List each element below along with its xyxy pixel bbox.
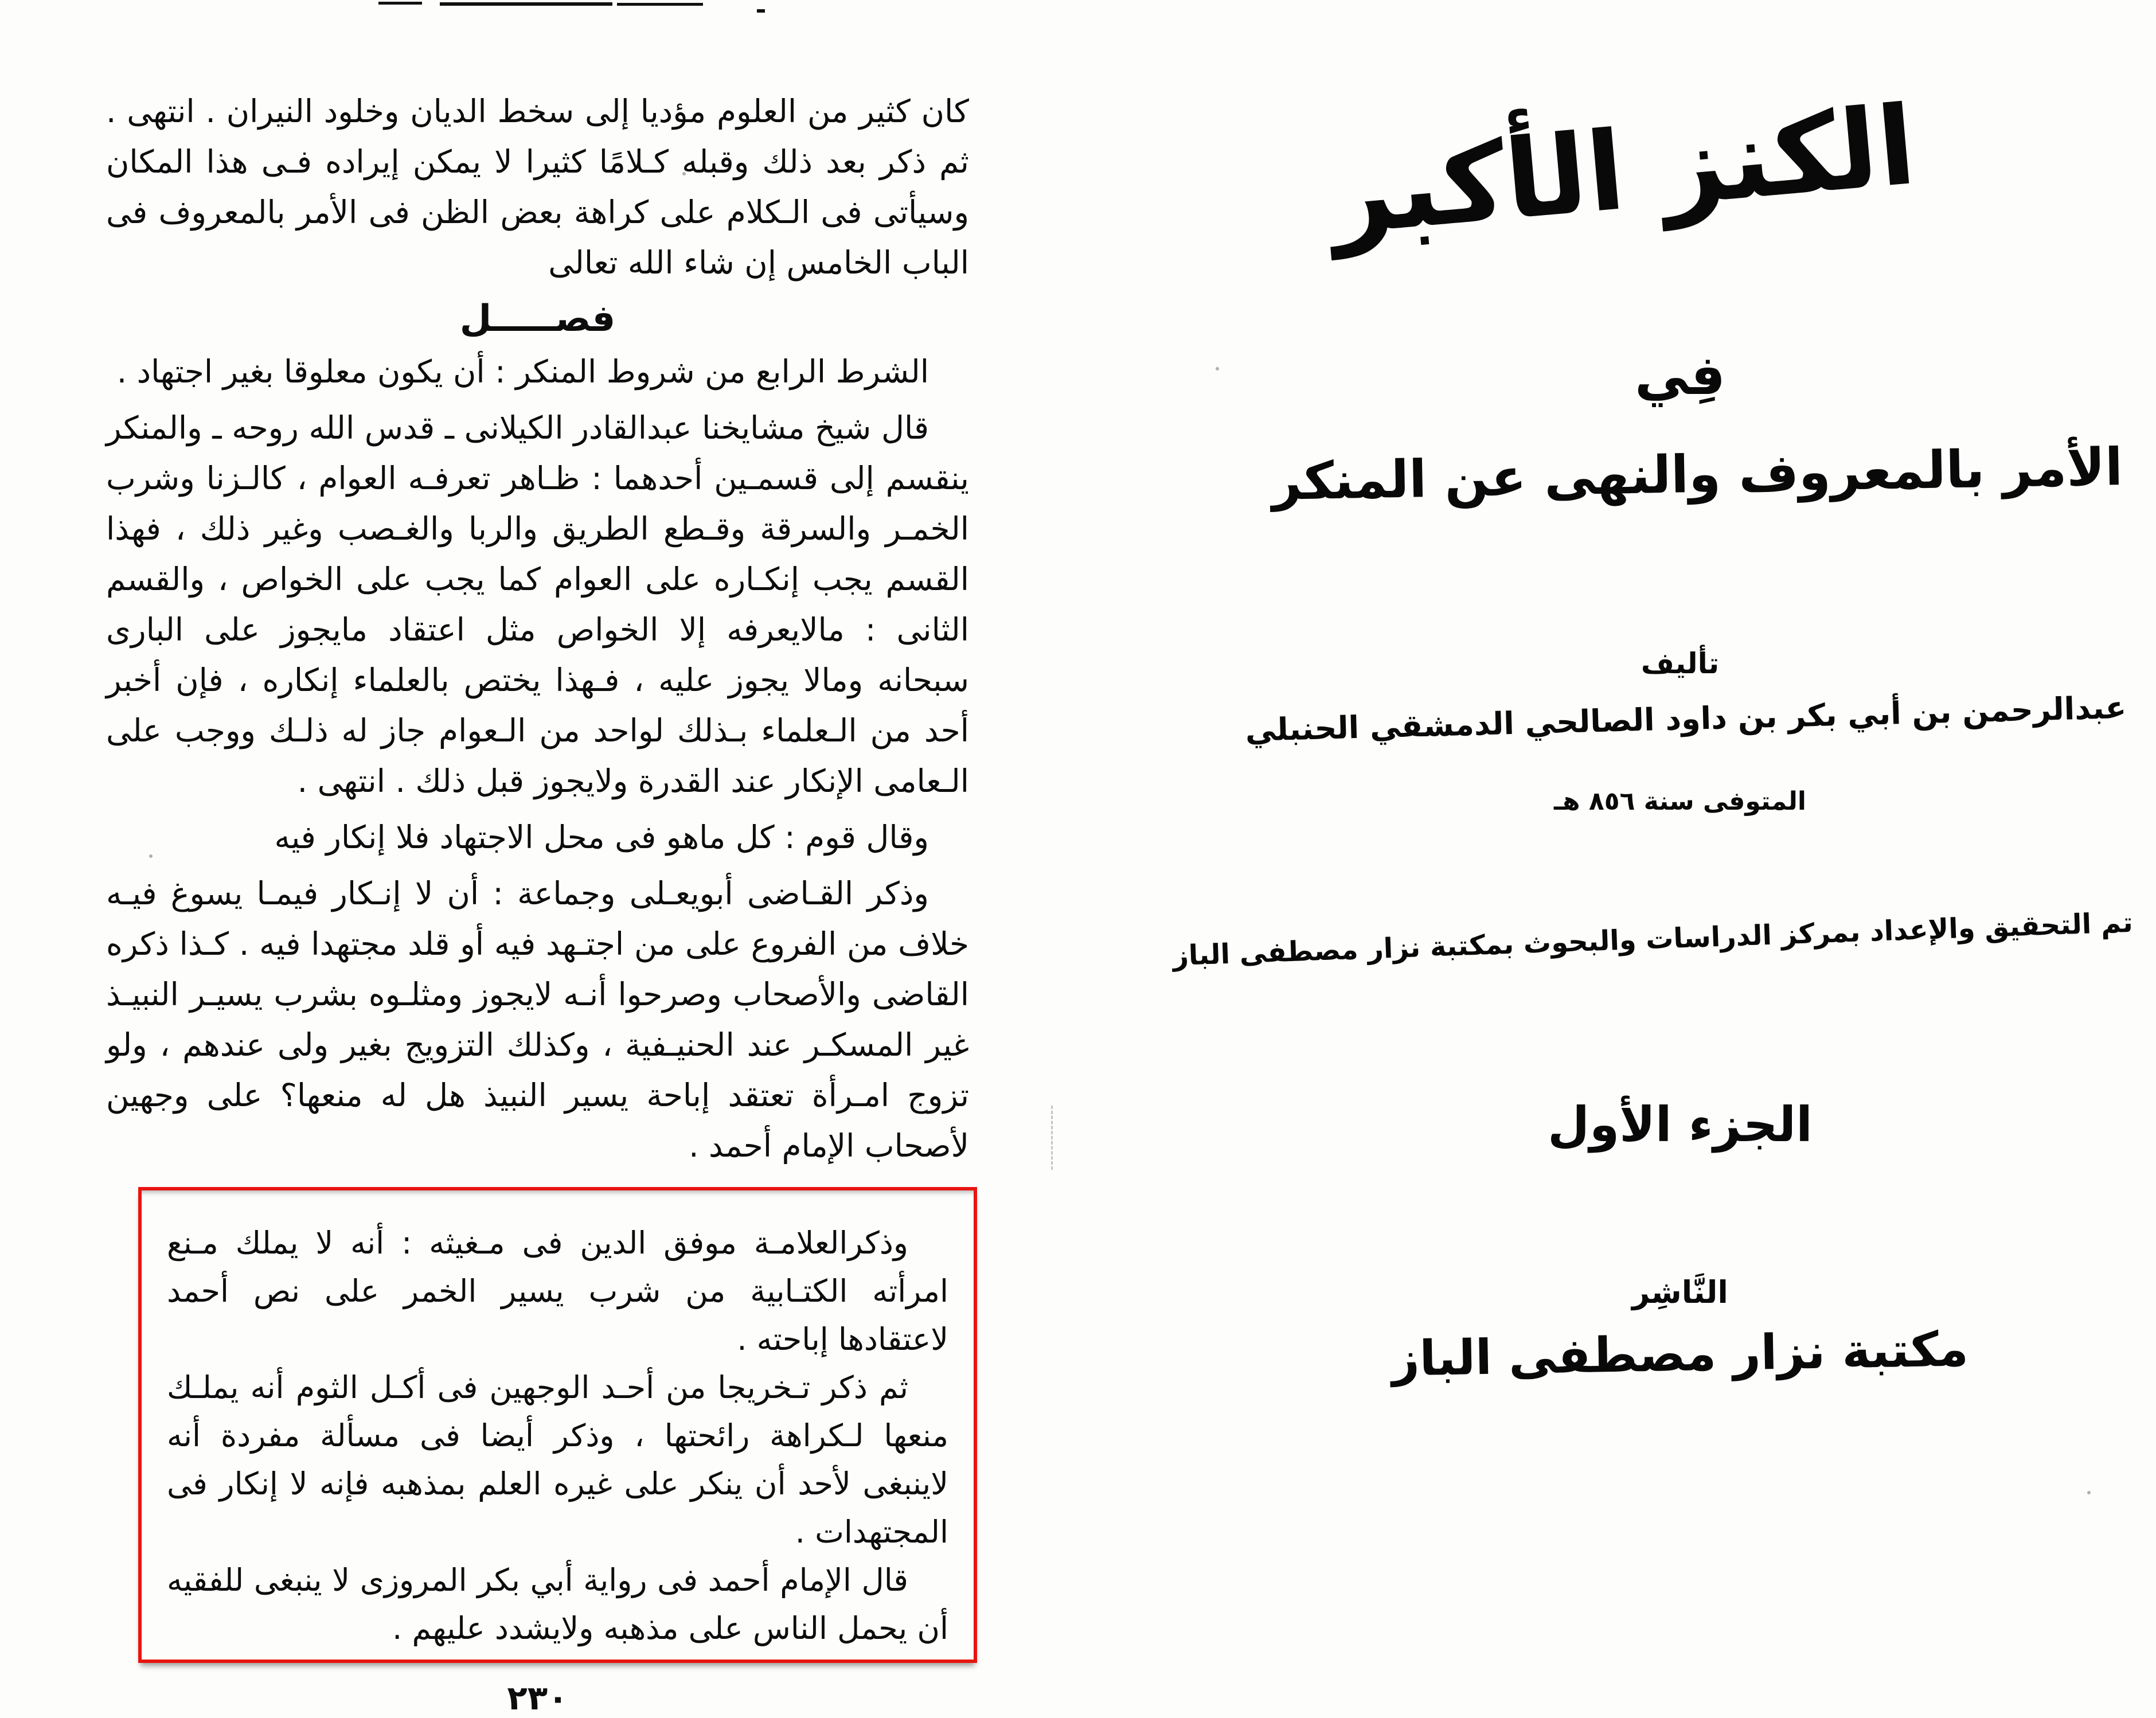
book-title: الكنز الأكبر — [1325, 81, 1921, 260]
scan-artifact-line — [617, 3, 703, 6]
body-paragraph: وذكر القـاضى أبويعـلى وجماعة : أن لا إنـكار فيمـا يسوغ فيـه خلاف من الفروع على من اجتـهد فيه أو قلد مجتهدا فيه . كـذا ذكره القاضى والأصحاب وصرحوا أنـه لايجوز ومثلـوه بشرب يسيـر النبيـذ غير المسكـر عند الحنيـفية ، وكذلك التزويج بغير ولى عندهم ، ولو تزوج امـرأة تعتقد إباحة يسير النبيذ هل له منعها؟ على وجهين لأصحاب الإمام أحمد . — [106, 875, 969, 1164]
boxed-paragraph: ثم ذكر تـخريجا من أحـد الوجهين فى أكـل الثوم أنه يملـك منعها لـكراهة رائحتها ، وذكر أيضا فى مسألة مفردة أنه لاينبغى لأحد أن ينكر على غيره العلم بمذهبه فإنه لا إنكار فى المجتهدات . — [167, 1369, 948, 1550]
scan-artifact-line — [757, 9, 765, 13]
body-paragraph: كان كثير من العلوم مؤديا إلى سخط الديان وخلود النيران . انتهى . ثم ذكر بعد ذلك وقبله كـلامًا كثيرا لا يمكن إيراده فـى هذا المكان وسيأتى فى الـكلام على كراهة بعض الظن فى الأمر بالمعروف فى الباب الخامس إن شاء الله تعالى — [106, 93, 969, 281]
body-paragraph: قال شيخ مشايخنا عبدالقادر الكيلانى ـ قدس الله روحه ـ والمنكر ينقسم إلى قسمـين أحدهما : ظـاهر تعرفـه العوام ، كالـزنا وشرب الخمـر والسرقة وقـطع الطريق والربا والغـصب وغير ذلك ، فهذا القسم يجب إنكـاره على العوام كما يجب على الخواص ، والقسم الثانى : مالايعرفه إلا الخواص مثل اعتقاد مايجوز على البارى سبحانه ومالا يجوز عليه ، فـهذا يختص بالعلماء إنكاره ، فإن أخبر أحد من الـعلماء بـذلك لواحد من الـعوام جاز له ذلـك ووجب على الـعامى الإنكار عند القدرة ولايجوز قبل ذلك . انتهى . — [106, 409, 969, 799]
body-paragraph: وقال قوم : كل ماهو فى محل الاجتهاد فلا إنكار فيه — [274, 819, 929, 856]
boxed-paragraph: قال الإمام أحمد فى رواية أبي بكر المروزى لا ينبغى للفقيه أن يحمل الناس على مذهبه ولايشدد عليهم . — [167, 1562, 948, 1646]
section-heading-fasl: فصـــــل — [459, 298, 616, 340]
author-death-note: المتوفى سنة ٨٥٦ هـ — [1554, 787, 1806, 816]
scan-speckle — [2087, 1491, 2091, 1494]
body-paragraph: الشرط الرابع من شروط المنكر : أن يكون معلوقا بغير اجتهاد . — [116, 353, 929, 390]
red-highlight-box — [138, 1187, 977, 1663]
publisher-name: مكتبة نزار مصطفى الباز — [1391, 1321, 1969, 1387]
author-name: عبدالرحمن بن أبي بكر بن داود الصالحي الدمشقي الحنبلي — [1244, 689, 2127, 749]
boxed-paragraph: وذكرالعلامـة موفق الدين فى مـغيثه : أنه لا يملك مـنع امرأته الكتـابية من شرب يسير الخمر على نص أحمد لاعتقادها إباحته . — [167, 1225, 948, 1357]
left-page — [106, 86, 969, 1718]
volume-label: الجزء الأول — [1548, 1096, 1813, 1153]
book-subtitle: الأمر بالمعروف والنهى عن المنكر — [1271, 437, 2123, 512]
scan-artifact-line — [440, 2, 612, 6]
page-number: ٢٣٠ — [507, 1678, 568, 1717]
title-connector: فِي — [1634, 344, 1726, 407]
page-gutter-line — [1051, 1106, 1053, 1170]
publisher-label: النَّاشِر — [1632, 1274, 1728, 1310]
byline-label: تأليف — [1641, 647, 1720, 680]
scan-speckle — [1216, 367, 1219, 370]
edition-note: تم التحقيق والإعداد بمركز الدراسات والبحوث بمكتبة نزار مصطفى الباز — [1172, 906, 2134, 973]
scan-artifact-line — [378, 2, 422, 5]
